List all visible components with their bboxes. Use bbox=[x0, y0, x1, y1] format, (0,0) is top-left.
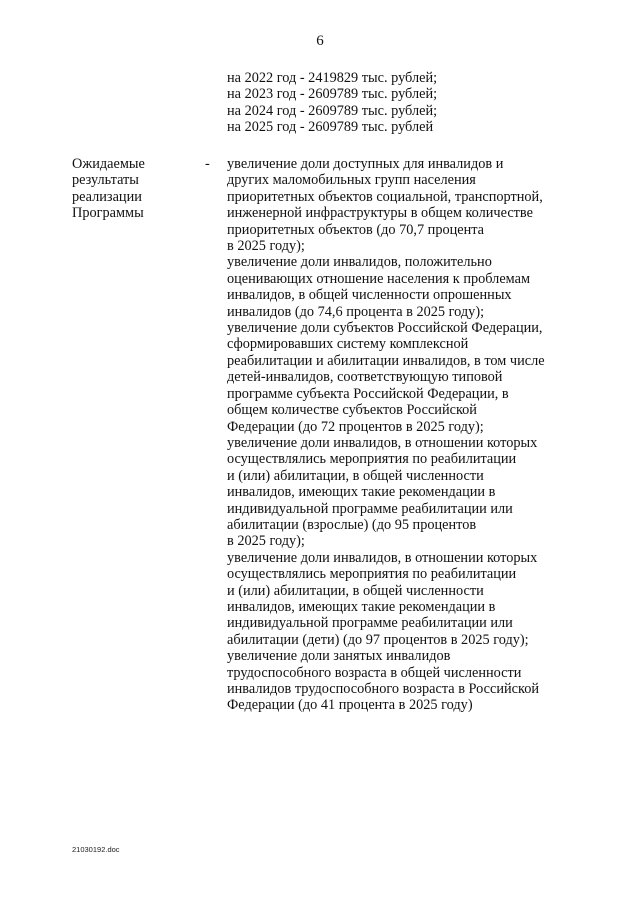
funding-line: на 2024 год - 2609789 тыс. рублей; bbox=[227, 102, 438, 119]
results-line: увеличение доли доступных для инвалидов и bbox=[227, 156, 504, 172]
results-line: увеличение доли субъектов Российской Федерации, bbox=[227, 320, 543, 337]
results-line: реабилитации и абилитации инвалидов, в том числе bbox=[227, 352, 545, 369]
label-dash: - bbox=[205, 156, 210, 172]
section-label-line: Ожидаемые bbox=[72, 156, 145, 172]
expected-results-block bbox=[227, 156, 572, 714]
results-line: Федерации (до 41 процента в 2025 году) bbox=[227, 697, 473, 714]
results-line: увеличение доли занятых инвалидов bbox=[227, 648, 451, 665]
results-line: абилитации (взрослые) (до 95 процентов bbox=[227, 516, 477, 533]
results-line: инвалидов, имеющих такие рекомендации в bbox=[227, 484, 496, 501]
results-line: программе субъекта Российской Федерации, в bbox=[227, 385, 509, 402]
results-line: увеличение доли инвалидов, в отношении которых bbox=[227, 434, 538, 451]
results-line: трудоспособного возраста в общей численности bbox=[227, 664, 522, 681]
results-line: оценивающих отношение населения к проблемам bbox=[227, 270, 531, 287]
results-line: и (или) абилитации, в общей численности bbox=[227, 582, 484, 599]
section-label-line: реализации bbox=[72, 188, 142, 205]
results-line: сформировавших систему комплексной bbox=[227, 336, 469, 353]
results-line: инвалидов, имеющих такие рекомендации в bbox=[227, 598, 496, 615]
results-line: детей-инвалидов, соответствующую типовой bbox=[227, 369, 503, 386]
results-line: других маломобильных групп населения bbox=[227, 172, 476, 189]
funding-line: на 2022 год - 2419829 тыс. рублей; bbox=[227, 70, 438, 86]
results-line: в 2025 году); bbox=[227, 238, 305, 255]
section-label bbox=[72, 156, 202, 222]
results-line: инвалидов трудоспособного возраста в Российской bbox=[227, 681, 539, 697]
section-label-line: Программы bbox=[72, 205, 144, 222]
results-line: общем количестве субъектов Российской bbox=[227, 402, 477, 419]
results-line: приоритетных объектов социальной, транспортной, bbox=[227, 188, 543, 205]
funding-line: на 2023 год - 2609789 тыс. рублей; bbox=[227, 86, 438, 103]
results-line: увеличение доли инвалидов, положительно bbox=[227, 254, 492, 271]
results-line: инвалидов (до 74,6 процента в 2025 году); bbox=[227, 303, 485, 320]
results-line: инвалидов, в общей численности опрошенных bbox=[227, 287, 512, 304]
results-line: осуществлялись мероприятия по реабилитации bbox=[227, 566, 517, 583]
results-line: индивидуальной программе реабилитации или bbox=[227, 615, 513, 632]
results-line: Федерации (до 72 процентов в 2025 году); bbox=[227, 418, 484, 435]
results-line: абилитации (дети) (до 97 процентов в 2025 году); bbox=[227, 631, 529, 648]
funding-line: на 2025 год - 2609789 тыс. рублей bbox=[227, 119, 434, 136]
page-number: 6 bbox=[316, 33, 324, 49]
section-label-line: результаты bbox=[72, 172, 139, 189]
results-line: осуществлялись мероприятия по реабилитации bbox=[227, 451, 517, 468]
results-line: увеличение доли инвалидов, в отношении которых bbox=[227, 549, 538, 566]
results-line: инженерной инфраструктуры в общем количестве bbox=[227, 205, 533, 222]
footer-filename: 21030192.doc bbox=[72, 845, 120, 854]
results-line: индивидуальной программе реабилитации или bbox=[227, 500, 513, 517]
results-line: и (или) абилитации, в общей численности bbox=[227, 467, 484, 484]
funding-block bbox=[227, 70, 587, 136]
results-line: в 2025 году); bbox=[227, 533, 305, 550]
results-line: приоритетных объектов (до 70,7 процента bbox=[227, 221, 485, 238]
